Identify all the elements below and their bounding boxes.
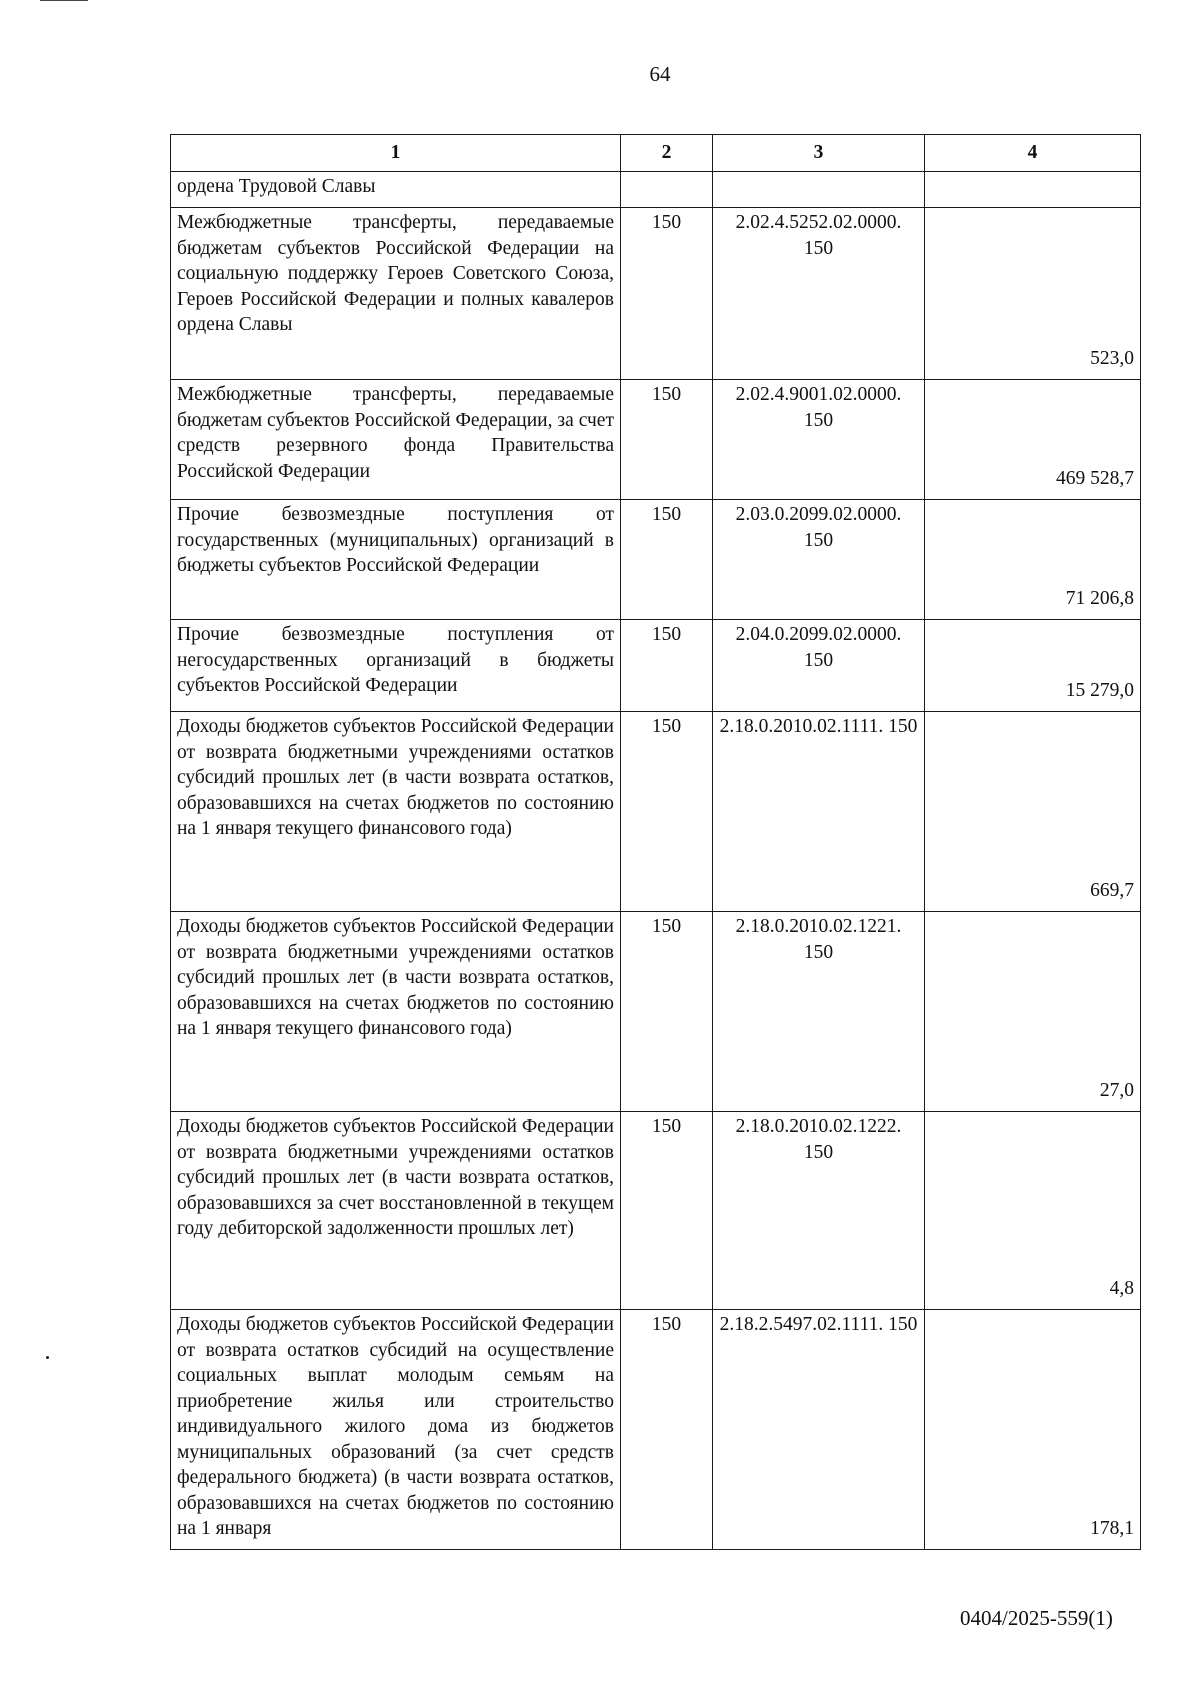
table-row [171,172,1141,208]
row-budget-code: 2.18.0.2010.02.1111. 150 [713,712,925,912]
row-amount: 669,7 [925,712,1141,912]
table-row [171,500,1141,620]
row-name: Доходы бюджетов субъектов Российской Федерации от возврата бюджетными учреждениями остатков субсидий прошлых лет (в части возврата остатков, образовавшихся на счетах бюджетов по состоянию на 1 января текущего финансового года) [171,912,621,1112]
row-amount: 15 279,0 [925,620,1141,712]
row-name: Межбюджетные трансферты, передаваемые бюджетам субъектов Российской Федерации, за счет средств резервного фонда Правительства Российской Федерации [171,380,621,500]
column-header-1: 1 [171,135,621,172]
row-type-code: 150 [621,380,713,500]
table-row [171,1112,1141,1310]
row-amount: 523,0 [925,208,1141,380]
row-budget-code: 2.04.0.2099.02.0000. 150 [713,620,925,712]
row-name: Межбюджетные трансферты, передаваемые бюджетам субъектов Российской Федерации на социальную поддержку Героев Советского Союза, Героев Российской Федерации и полных кавалеров ордена Славы [171,208,621,380]
row-amount: 71 206,8 [925,500,1141,620]
row-type-code: 150 [621,912,713,1112]
row-type-code: 150 [621,620,713,712]
row-type-code: 150 [621,712,713,912]
row-name: ордена Трудовой Славы [171,172,621,208]
column-header-2: 2 [621,135,713,172]
scan-artifact-dot [46,1356,49,1359]
column-header-3: 3 [713,135,925,172]
table-header-row [171,135,1141,172]
row-budget-code: 2.18.0.2010.02.1222. 150 [713,1112,925,1310]
row-budget-code: 2.18.0.2010.02.1221. 150 [713,912,925,1112]
table-row [171,712,1141,912]
row-type-code: 150 [621,500,713,620]
table-row [171,912,1141,1112]
row-budget-code: 2.02.4.9001.02.0000. 150 [713,380,925,500]
row-amount: 469 528,7 [925,380,1141,500]
column-header-4: 4 [925,135,1141,172]
document-code: 0404/2025-559(1) [960,1606,1113,1630]
row-amount: 27,0 [925,912,1141,1112]
table-row [171,1310,1141,1550]
row-amount [925,172,1141,208]
row-type-code [621,172,713,208]
row-name: Доходы бюджетов субъектов Российской Федерации от возврата бюджетными учреждениями остатков субсидий прошлых лет (в части возврата остатков, образовавшихся за счет восстановленной в текущем году дебиторской задолженности прошлых лет) [171,1112,621,1310]
revenue-table [170,134,1141,1550]
row-amount: 4,8 [925,1112,1141,1310]
table-row [171,208,1141,380]
row-name: Доходы бюджетов субъектов Российской Федерации от возврата остатков субсидий на осуществление социальных выплат молодым семьям на приобретение жилья или строительство индивидуального жилого дома из бюджетов муниципальных образований (за счет средств федерального бюджета) (в части возврата остатков, образовавшихся на счетах бюджетов по состоянию на 1 января [171,1310,621,1550]
row-name: Доходы бюджетов субъектов Российской Федерации от возврата бюджетными учреждениями остатков субсидий прошлых лет (в части возврата остатков, образовавшихся на счетах бюджетов по состоянию на 1 января текущего финансового года) [171,712,621,912]
scan-artifact-line [40,0,88,1]
page-number: 64 [649,62,671,86]
row-type-code: 150 [621,208,713,380]
row-budget-code [713,172,925,208]
row-name: Прочие безвозмездные поступления от государственных (муниципальных) организаций в бюджеты субъектов Российской Федерации [171,500,621,620]
table-row [171,620,1141,712]
row-budget-code: 2.18.2.5497.02.1111. 150 [713,1310,925,1550]
row-budget-code: 2.02.4.5252.02.0000. 150 [713,208,925,380]
row-type-code: 150 [621,1112,713,1310]
table-row [171,380,1141,500]
row-type-code: 150 [621,1310,713,1550]
row-budget-code: 2.03.0.2099.02.0000. 150 [713,500,925,620]
row-name: Прочие безвозмездные поступления от негосударственных организаций в бюджеты субъектов Российской Федерации [171,620,621,712]
row-amount: 178,1 [925,1310,1141,1550]
